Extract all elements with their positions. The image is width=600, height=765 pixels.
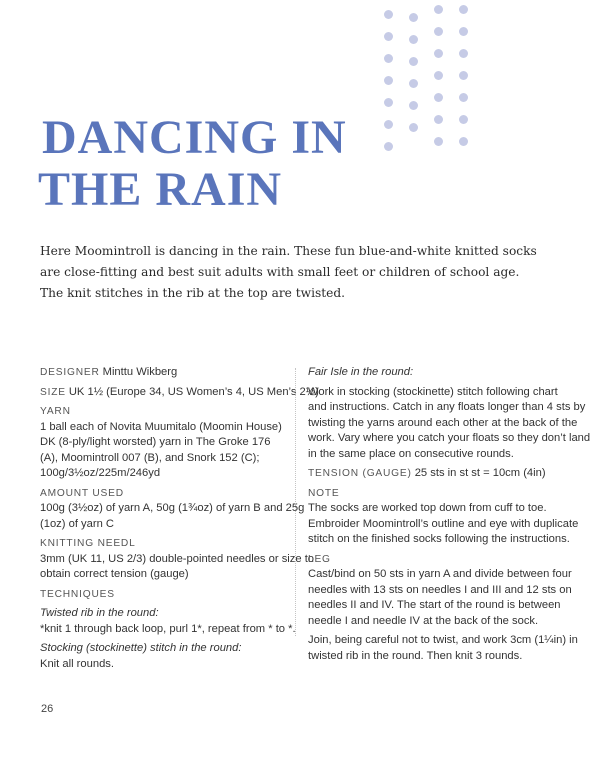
amount-line: (1oz) of yarn C: [40, 517, 114, 530]
yarn-line: (A), Moomintroll 007 (B), and Snork 152 (C);: [40, 451, 260, 464]
yarn-line: DK (8-ply/light worsted) yarn in The Groke 176: [40, 436, 271, 448]
fair-isle-line: and instructions. Catch in any floats longer than 4 sts by: [308, 401, 586, 413]
decorative-dot: [434, 115, 443, 124]
yarn-heading: YARN: [40, 406, 71, 417]
designer-line: [40, 365, 284, 381]
decorative-dot: [434, 71, 443, 80]
tension-value: 25 sts in st st = 10cm (4in): [414, 467, 546, 479]
needles-line: 3mm (UK 11, US 2/3) double-pointed needles or size to: [40, 552, 315, 565]
decorative-dot: [409, 13, 418, 22]
decorative-dot: [459, 71, 468, 80]
yarn-line: 100g/3½oz/225m/246yd: [40, 467, 161, 479]
note-line: The socks are worked top down from cuff to toe.: [308, 502, 547, 514]
twisted-rib-title: Twisted rib in the round:: [40, 607, 159, 619]
fair-isle-line: work. Vary where you catch your floats so they don’t land: [308, 432, 591, 444]
leg-line: needles II and IV. The start of the round is between: [308, 599, 561, 611]
join-line: twisted rib in the round. Then knit 3 rounds.: [308, 649, 523, 662]
decorative-dot: [459, 137, 468, 146]
decorative-dot: [459, 5, 468, 14]
tension-label: TENSION (GAUGE): [308, 468, 412, 479]
decorative-dot: [384, 98, 393, 107]
intro-paragraph: [40, 241, 550, 304]
decorative-dot: [384, 142, 393, 151]
decorative-dot: [384, 76, 393, 85]
note-heading: NOTE: [308, 487, 340, 499]
decorative-dot: [434, 5, 443, 14]
decorative-dot: [409, 79, 418, 88]
decorative-dot: [384, 54, 393, 63]
right-column: [308, 365, 591, 664]
decorative-dot: [384, 120, 393, 129]
size-label: SIZE: [40, 386, 66, 398]
fair-isle-line: in the same place on consecutive rounds.: [308, 447, 514, 460]
stocking-text: Knit all rounds.: [40, 657, 115, 670]
needles-line: obtain correct tension (gauge): [40, 568, 189, 580]
techniques-heading: TECHNIQUES: [40, 588, 115, 600]
amount-line: 100g (3½oz) of yarn A, 50g (1¾oz) of yarn B and 25g: [40, 502, 305, 514]
dot-pattern-decoration: [380, 0, 480, 170]
decorative-dot: [459, 115, 468, 124]
decorative-dot: [409, 57, 418, 66]
fair-isle-line: Work in stocking (stockinette) stitch following chart: [308, 385, 558, 398]
intro-line: Here Moomintroll is dancing in the rain. These fun blue-and-white knitted socks: [40, 244, 537, 258]
decorative-dot: [459, 27, 468, 36]
size-value: UK 1½ (Europe 34, US Women’s 4, US Men’s 2½): [68, 385, 319, 398]
needles-heading: KNITTING NEEDL: [40, 538, 136, 549]
leg-line: Cast/bind on 50 sts in yarn A and divide between four: [308, 568, 572, 580]
decorative-dot: [434, 49, 443, 58]
join-line: Join, being careful not to twist, and work 3cm (1¼in) in: [308, 634, 578, 646]
title-line-1: DANCING IN: [42, 111, 347, 164]
tension-line: [308, 466, 560, 482]
leg-line: needle I and needle IV at the back of the sock.: [308, 614, 539, 627]
page-number: 26: [41, 703, 54, 715]
decorative-dot: [459, 49, 468, 58]
yarn-line: 1 ball each of Novita Muumitalo (Moomin House): [40, 420, 282, 433]
twisted-rib-text: *knit 1 through back loop, purl 1*, repeat from * to *.: [40, 622, 296, 635]
column-divider: [295, 368, 296, 636]
fair-isle-title: Fair Isle in the round:: [308, 366, 414, 378]
designer-label: DESIGNER: [40, 367, 100, 378]
title-line-2: THE RAIN: [38, 163, 283, 216]
note-line: Embroider Moomintroll’s outline and eye with duplicate: [308, 517, 579, 530]
left-column: [40, 365, 319, 672]
decorative-dot: [459, 93, 468, 102]
amount-heading: AMOUNT USED: [40, 487, 124, 499]
leg-line: needles with 13 sts on needles I and III and 12 sts on: [308, 583, 572, 596]
size-line: [40, 385, 319, 401]
intro-line: are close-fitting and best suit adults with small feet or children of school age.: [40, 265, 520, 279]
intro-line: The knit stitches in the rib at the top are twisted.: [40, 286, 346, 300]
fair-isle-line: twisting the yarns around each other at the back of the: [308, 416, 578, 429]
decorative-dot: [434, 137, 443, 146]
designer-value: Minttu Wikberg: [102, 366, 178, 378]
pattern-title: [38, 112, 347, 216]
leg-heading: LEG: [308, 553, 331, 565]
decorative-dot: [409, 35, 418, 44]
decorative-dot: [409, 101, 418, 110]
decorative-dot: [434, 27, 443, 36]
note-line: stitch on the finished socks following the instructions.: [308, 533, 570, 545]
stocking-title: Stocking (stockinette) stitch in the round:: [40, 642, 242, 654]
decorative-dot: [409, 123, 418, 132]
decorative-dot: [384, 10, 393, 19]
decorative-dot: [384, 32, 393, 41]
decorative-dot: [434, 93, 443, 102]
